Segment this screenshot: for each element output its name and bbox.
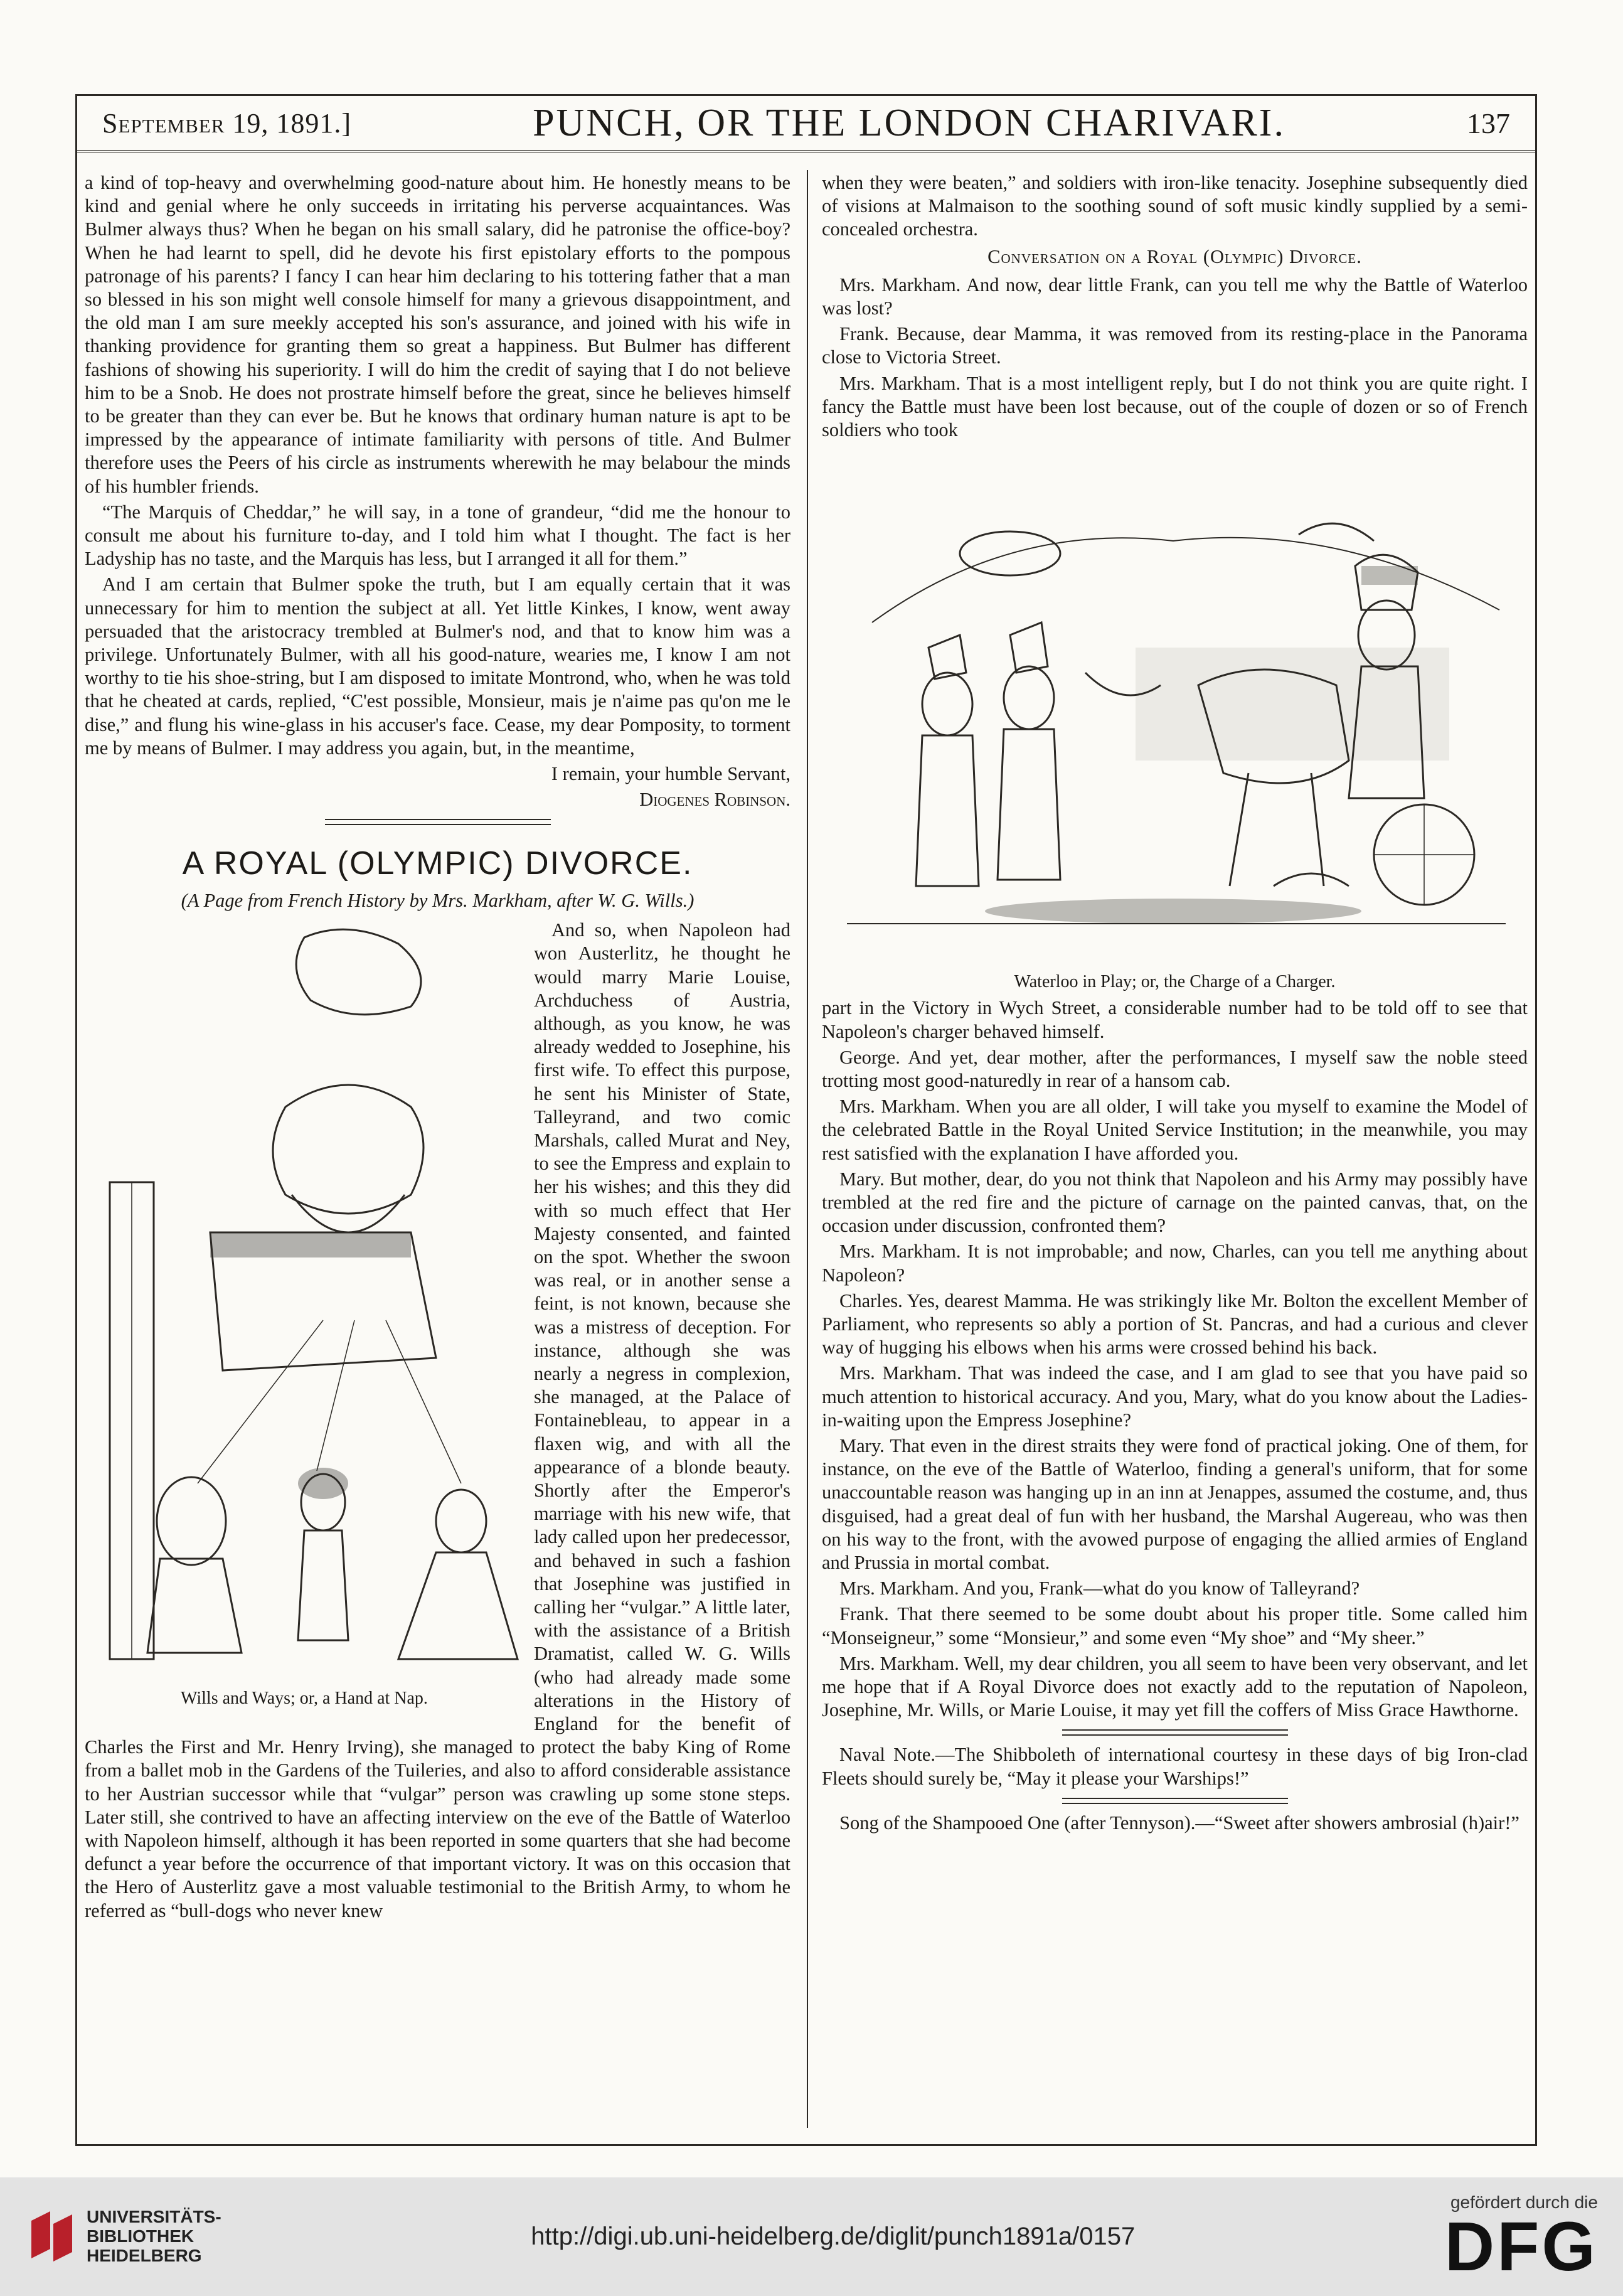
dialogue-paragraph: Mrs. Markham. It is not improbable; and now, Charles, can you tell me anything about Napoleon? <box>822 1241 1528 1286</box>
letter-signature: Diogenes Robinson. <box>639 789 790 811</box>
dialogue-paragraph: Mrs. Markham. That was indeed the case, and I am glad to see that you have paid so much attention to historical accuracy. And you, Mary, what do you know about the Ladies-in-waiting upon the Empress Josephine? <box>822 1362 1528 1431</box>
library-name-line: BIBLIOTHEK <box>87 2226 194 2246</box>
library-name-line: UNIVERSITÄTS- <box>87 2207 221 2227</box>
dialogue-paragraph: part in the Victory in Wych Street, a considerable number had to be told off to see that Napoleon's charger behaved himself. <box>822 997 1528 1042</box>
dialogue-paragraph: Frank. That there seemed to be some doubt about his proper title. Some called him “Monseigneur,” some “Monsieur,” and some even “My shoe” and “My sheer.” <box>822 1603 1528 1648</box>
dialogue-paragraph: George. And yet, dear mother, after the performances, I myself saw the noble steed trotting most good-naturedly in rear of a hansom cab. <box>822 1046 1528 1091</box>
article-paragraph: when they were beaten,” and soldiers with iron-like tenacity. Josephine subsequently died of visions at Malmaison to the soothing sound of soft music kindly supplied by a semi-concealed orchestra. <box>822 172 1528 240</box>
dialogue-paragraph: Mary. But mother, dear, do you not think that Napoleon and his Army may possibly have trembled at the red fire and the picture of carnage on the painted canvas, that, on the occasion under discussion, confronted them? <box>822 1168 1528 1237</box>
digitization-footer <box>0 2177 1623 2296</box>
library-logo-icon <box>25 2208 75 2265</box>
column-divider <box>807 170 808 2128</box>
right-column <box>822 171 1528 2129</box>
section-rule <box>1062 1798 1288 1804</box>
letter-paragraph: “The Marquis of Cheddar,” he will say, in a tone of grandeur, “did me the honour to consult me about his furniture to-day, and I told him what I thought. The fact is her Ladyship has no taste, and the Marquis has less, but I arranged it all for them.” <box>85 501 790 570</box>
naval-note: Naval Note.—The Shibboleth of international courtesy in these days of big Iron-clad Fleets should surely be, “May it please your Warships!” <box>822 1744 1528 1789</box>
section-rule <box>1062 1729 1288 1736</box>
letter-paragraph: And I am certain that Bulmer spoke the truth, but I am equally certain that it was unnecessary for him to mention the subject at all. Yet little Kinkes, I know, went away persuaded that the aristocracy trembled at Bulmer's nod, and that to know him was a privilege. Unfortunately Bulmer, with all his good-nature, wearies me, I know I am not worthy to tie his shoe-string, but I am disposed to imitate Montrond, who, when he was told that he cheated at cards, replied, “C'est possible, Monsieur, mais je n'aime pas qu'on me le dise,” and flung his wine-glass in his accuser's face. Cease, my dear Pomposity, to torment me by means of Bulmer. I may address you again, but, in the meantime, <box>85 574 790 759</box>
library-name-line: HEIDELBERG <box>87 2245 202 2265</box>
dialogue-paragraph: Mrs. Markham. And now, dear little Frank, can you tell me why the Battle of Waterloo was lost? <box>822 274 1528 319</box>
cartoon-waterloo <box>822 447 1528 993</box>
article-paragraph: And so, when Napoleon had won Austerlitz, he thought he would marry Marie Louise, Archduchess of Austria, although, as you know, he was already wedded to Josephine, his first wife. To effect this purpose, he sent his Minister of State, Talleyrand, and two comic Marshals, called Murat and Ney, to see the Empress and explain to her his wishes; and this they did with so much effect that Her Majesty consented, and fainted on the spot. Whether the swoon was real, or in another sense a feint, is not known, because she was a mistress of deception. For instance, although she was nearly a negress in complexion, she managed, at the Palace of Fontainebleau, to appear in a flaxen wig, and with all the appearance of a blonde beauty. Shortly after the Emperor's marriage with his new wife, that lady called upon her predecessor, and behaved in such a fashion that Josephine was justified in calling her “vulgar.” A little later, with the assistance of a British Dramatist, called W. G. Wills (who had already made some alterations in the History of England for the benefit of Charles the First and Mr. Henry Irving), she managed to protect the baby King of Rome from a ballet mob in the Gardens of the Tuileries, and also to afford considerable assistance to her Austrian successor while that “vulgar” person was crawling up some stone steps. Later still, she contrived to have an affecting interview on the eve of the Battle of Waterloo with Napoleon himself, although it has been reported in some quarters that she had become defunct a year before the occurrence of that important victory. It was on this occasion that the Hero of Austerlitz gave a most valuable testimonial to the British Army, to whom he referred as “bull-dogs who never knew <box>85 919 790 1921</box>
letter-paragraph: a kind of top-heavy and overwhelming good-nature about him. He honestly means to be kind and genial where he only succeeds in irritating his perverse acquaintances. Was Bulmer always thus? When he began on his small salary, did he patronise the office-boy? When he had learnt to spell, did he devote his first epistolary efforts to the pompous patronage of his parents? I fancy I can hear him declaring to his tottering father that a man so blessed in his son might well console himself for many a grievous disappointment, and the old man I am sure meekly accepted his son's assurance, and joined with his wife in thanking providence for granting them so great a happiness. But Bulmer has different fashions of showing his superiority. I will do him the credit of saying that I do not believe him to be a Snob. He does not prostrate himself before the great, since he believes himself to be greater than they can ever be. But he knows that ordinary human nature is apt to be impressed by the appearance of intimate familiarity with persons of title. And Bulmer therefore uses the Peers of his circle as instruments wherewith he may belabour the minds of his humbler friends. <box>85 172 790 497</box>
funder-branding <box>1444 2192 1598 2285</box>
figure-caption: Waterloo in Play; or, the Charge of a Charger. <box>1014 972 1336 992</box>
figure-caption: Wills and Ways; or, a Hand at Nap. <box>181 1689 428 1709</box>
issue-date: September 19, 1891.] <box>102 107 352 139</box>
dialogue-paragraph: Mary. That even in the direst straits they were fond of practical joking. One of them, for instance, on the eve of the Battle of Waterloo, finding a general's uniform, that for some unaccountable reason was hanging up in an inn at Jenappes, assumed the costume, and, thus disguised, had a great deal of fun with her husband, the Marshal Augereau, who was then on his way to the front, with the avowed purpose of engaging the allied armies of England and Prussia in mortal combat. <box>822 1435 1528 1574</box>
cartoon-illustration <box>822 447 1528 968</box>
section-heading: Conversation on a Royal (Olympic) Divorce. <box>987 245 1362 267</box>
library-branding <box>25 2208 221 2265</box>
dialogue-paragraph: Mrs. Markham. And you, Frank—what do you know of Talleyrand? <box>839 1578 1360 1599</box>
page-number: 137 <box>1466 107 1510 139</box>
article-title: A ROYAL (OLYMPIC) DIVORCE. <box>182 845 693 882</box>
permalink-url[interactable]: http://digi.ub.uni-heidelberg.de/diglit/punch1891a/0157 <box>531 2223 1136 2250</box>
dialogue-paragraph: Mrs. Markham. Well, my dear children, you all seem to have been very observant, and let me hope that if A Royal Divorce does not exactly add to the reputation of Napoleon, Josephine, Mr. Wills, or Marie Louise, it may yet fill the coffers of Miss Grace Hawthorne. <box>822 1652 1528 1721</box>
page-header <box>77 96 1535 152</box>
left-column <box>85 171 790 2129</box>
song-note: Song of the Shampooed One (after Tennyson).—“Sweet after showers ambrosial (h)air!” <box>839 1812 1519 1834</box>
dialogue-paragraph: Mrs. Markham. That is a most intelligent reply, but I do not think you are quite right. I fancy the Battle must have been lost because, out of the couple of dozen or so of French soldiers who took <box>822 372 1528 441</box>
article-subtitle: (A Page from French History by Mrs. Markham, after W. G. Wills.) <box>181 889 694 911</box>
funding-text: gefördert durch die <box>1450 2192 1598 2212</box>
section-rule <box>325 819 551 825</box>
newspaper-page <box>75 94 1537 2146</box>
dfg-logo: DFG <box>1444 2208 1598 2285</box>
library-name <box>87 2208 221 2265</box>
dialogue-paragraph: Frank. Because, dear Mamma, it was removed from its resting-place in the Panorama close to Victoria Street. <box>822 323 1528 368</box>
cartoon-wills-and-ways <box>85 919 524 1716</box>
dialogue-paragraph: Mrs. Markham. When you are all older, I will take you myself to examine the Model of the celebrated Battle in the Royal United Service Institution; in the meanwhile, you may rest satisfied with the explanation I have afforded you. <box>822 1096 1528 1164</box>
cartoon-illustration <box>85 919 524 1684</box>
letter-closing: I remain, your humble Servant, <box>551 763 790 785</box>
publication-title: PUNCH, OR THE LONDON CHARIVARI. <box>533 101 1285 144</box>
dialogue-paragraph: Charles. Yes, dearest Mamma. He was strikingly like Mr. Bolton the excellent Member of Parliament, who represents so ably a portion of St. Pancras, and had a curious and clever way of hugging his elbows when his arms were crossed behind his back. <box>822 1289 1528 1359</box>
